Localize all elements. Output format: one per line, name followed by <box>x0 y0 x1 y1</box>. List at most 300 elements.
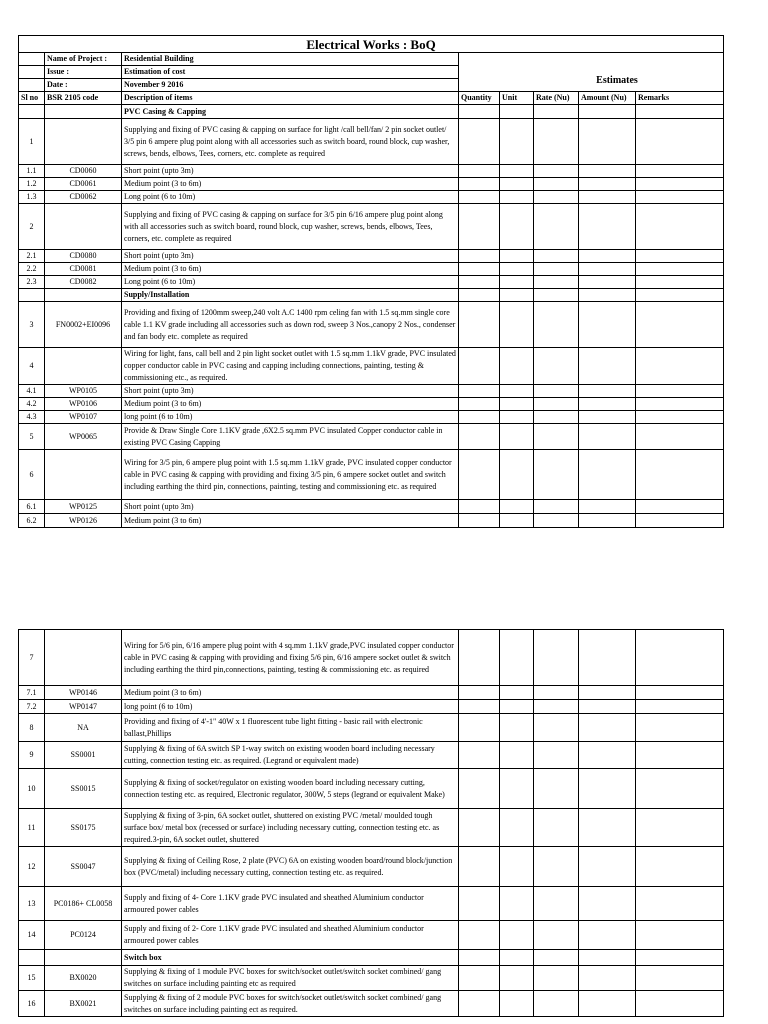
unit-cell <box>500 348 534 385</box>
quantity-cell <box>459 424 500 450</box>
rate-cell <box>534 289 579 302</box>
quantity-cell <box>459 119 500 165</box>
remarks-cell <box>636 204 724 250</box>
rate-cell <box>534 514 579 528</box>
amount-cell <box>579 191 636 204</box>
description-cell: Supplying & fixing of 1 module PVC boxes for switch/socket outlet/switch socket combined/ gang switches on surface including painting etc as required <box>122 966 459 991</box>
unit-cell <box>500 700 534 714</box>
bsr-code-cell <box>45 119 122 165</box>
sl-no-cell: 2.1 <box>19 250 45 263</box>
bsr-code-cell: NA <box>45 714 122 742</box>
sl-no-cell: 8 <box>19 714 45 742</box>
remarks-cell <box>636 966 724 991</box>
sl-no-cell: 6.2 <box>19 514 45 528</box>
quantity-cell <box>459 398 500 411</box>
remarks-cell <box>636 289 724 302</box>
amount-cell <box>579 263 636 276</box>
table-row <box>19 165 724 178</box>
amount-cell <box>579 424 636 450</box>
unit-cell <box>500 191 534 204</box>
amount-cell <box>579 385 636 398</box>
description-cell: Medium point (3 to 6m) <box>122 398 459 411</box>
bsr-code-cell: SS0001 <box>45 742 122 769</box>
description-cell: Short point (upto 3m) <box>122 250 459 263</box>
quantity-cell <box>459 105 500 119</box>
table-row <box>19 742 724 769</box>
rate-cell <box>534 630 579 686</box>
table-row <box>19 714 724 742</box>
rate-cell <box>534 165 579 178</box>
rate-cell <box>534 119 579 165</box>
table-row <box>19 500 724 514</box>
quantity-cell <box>459 686 500 700</box>
quantity-cell <box>459 204 500 250</box>
table-row <box>19 276 724 289</box>
unit-cell <box>500 178 534 191</box>
amount-cell <box>579 119 636 165</box>
table-row <box>19 385 724 398</box>
quantity-cell <box>459 348 500 385</box>
description-cell: Supplying and fixing of PVC casing & capping on surface for 3/5 pin 6/16 ampere plug point along with all accessories such as switch board, round block, cup washer, screws, bends, elbows, Tees, corners, etc. complete as required <box>122 204 459 250</box>
unit-cell <box>500 263 534 276</box>
quantity-cell <box>459 411 500 424</box>
quantity-cell <box>459 809 500 847</box>
unit-cell <box>500 424 534 450</box>
rate-cell <box>534 276 579 289</box>
remarks-cell <box>636 178 724 191</box>
table-row <box>19 424 724 450</box>
table-row <box>19 450 724 500</box>
rate-cell <box>534 450 579 500</box>
remarks-cell <box>636 302 724 348</box>
unit-cell <box>500 119 534 165</box>
rate-cell <box>534 348 579 385</box>
bsr-code-cell: WP0125 <box>45 500 122 514</box>
amount-cell <box>579 809 636 847</box>
unit-cell <box>500 630 534 686</box>
unit-cell <box>500 289 534 302</box>
unit-cell <box>500 105 534 119</box>
quantity-cell <box>459 514 500 528</box>
quantity-cell <box>459 250 500 263</box>
bsr-code-cell <box>45 105 122 119</box>
description-cell: Supplying & fixing of 6A switch SP 1-way switch on existing wooden board including necessary cutting, connection testing etc. as required. (Legrand or equivalent made) <box>122 742 459 769</box>
table-row <box>19 105 724 119</box>
table-row <box>19 686 724 700</box>
unit-cell <box>500 950 534 966</box>
bsr-code-cell: WP0065 <box>45 424 122 450</box>
bsr-code-cell <box>45 630 122 686</box>
remarks-cell <box>636 847 724 887</box>
rate-cell <box>534 887 579 921</box>
remarks-cell <box>636 742 724 769</box>
unit-cell <box>500 921 534 950</box>
unit-cell <box>500 398 534 411</box>
remarks-cell <box>636 398 724 411</box>
rate-cell <box>534 191 579 204</box>
description-cell: Supplying & fixing of 2 module PVC boxes for switch/socket outlet/switch socket combined/ gang switches on surface including painting ect as required. <box>122 991 459 1017</box>
column-header-code: BSR 2105 code <box>45 92 122 105</box>
remarks-cell <box>636 887 724 921</box>
bsr-code-cell <box>45 450 122 500</box>
sl-no-cell: 4.3 <box>19 411 45 424</box>
unit-cell <box>500 276 534 289</box>
quantity-cell <box>459 385 500 398</box>
rate-cell <box>534 424 579 450</box>
table-row <box>19 991 724 1017</box>
rate-cell <box>534 178 579 191</box>
description-cell: Wiring for 5/6 pin, 6/16 ampere plug point with 4 sq.mm 1.1kV grade,PVC insulated copper conductor cable in PVC casing & capping with providing and fixing 5/6 pin, 6/16 ampere socket outlet & switch including earthing the third pin,connections, painting, testing & commissioning etc. as required <box>122 630 459 686</box>
amount-cell <box>579 887 636 921</box>
quantity-cell <box>459 966 500 991</box>
rate-cell <box>534 714 579 742</box>
quantity-cell <box>459 714 500 742</box>
remarks-cell <box>636 191 724 204</box>
rate-cell <box>534 411 579 424</box>
quantity-cell <box>459 276 500 289</box>
bsr-code-cell: WP0107 <box>45 411 122 424</box>
description-cell: Long point (6 to 10m) <box>122 191 459 204</box>
rate-cell <box>534 105 579 119</box>
quantity-cell <box>459 921 500 950</box>
issue-value: Estimation of cost <box>122 66 459 79</box>
remarks-cell <box>636 165 724 178</box>
description-cell: Short point (upto 3m) <box>122 500 459 514</box>
description-cell: Providing and fixing of 4'-1" 40W x 1 fluorescent tube light fitting - basic rail with electronic ballast,Phillips <box>122 714 459 742</box>
sl-no-cell: 1 <box>19 119 45 165</box>
sl-no-cell: 2.2 <box>19 263 45 276</box>
sl-no-cell: 9 <box>19 742 45 769</box>
amount-cell <box>579 630 636 686</box>
remarks-cell <box>636 119 724 165</box>
amount-cell <box>579 250 636 263</box>
amount-cell <box>579 991 636 1017</box>
sl-no-cell: 2.3 <box>19 276 45 289</box>
amount-cell <box>579 165 636 178</box>
bsr-code-cell: CD0062 <box>45 191 122 204</box>
description-cell: Supplying & fixing of Ceiling Rose, 2 plate (PVC) 6A on existing wooden board/round block/junction box (PVC/metal) including necessary cutting, connection testing etc. as required. <box>122 847 459 887</box>
remarks-cell <box>636 263 724 276</box>
project-value: Residential Building <box>122 53 459 66</box>
table-row <box>19 204 724 250</box>
description-cell: PVC Casing & Capping <box>122 105 459 119</box>
unit-cell <box>500 500 534 514</box>
bsr-code-cell: BX0020 <box>45 966 122 991</box>
table-row <box>19 250 724 263</box>
amount-cell <box>579 966 636 991</box>
table-row <box>19 966 724 991</box>
remarks-cell <box>636 991 724 1017</box>
description-cell: Switch box <box>122 950 459 966</box>
rate-cell <box>534 809 579 847</box>
quantity-cell <box>459 847 500 887</box>
remarks-cell <box>636 385 724 398</box>
sl-no-cell: 6.1 <box>19 500 45 514</box>
description-cell: Supply/Installation <box>122 289 459 302</box>
rate-cell <box>534 769 579 809</box>
remarks-cell <box>636 630 724 686</box>
column-header-unit: Unit <box>500 92 534 105</box>
bsr-code-cell <box>45 950 122 966</box>
remarks-cell <box>636 714 724 742</box>
rate-cell <box>534 250 579 263</box>
amount-cell <box>579 921 636 950</box>
bsr-code-cell <box>45 204 122 250</box>
quantity-cell <box>459 191 500 204</box>
rate-cell <box>534 921 579 950</box>
table-row <box>19 769 724 809</box>
unit-cell <box>500 385 534 398</box>
table-row <box>19 263 724 276</box>
sl-no-cell <box>19 105 45 119</box>
table-row <box>19 119 724 165</box>
bsr-code-cell: SS0047 <box>45 847 122 887</box>
quantity-cell <box>459 302 500 348</box>
quantity-cell <box>459 263 500 276</box>
description-cell: Provide & Draw Single Core 1.1KV grade ,6X2.5 sq.mm PVC insulated Copper conductor cable in existing PVC Casing Capping <box>122 424 459 450</box>
rate-cell <box>534 966 579 991</box>
sl-no-cell: 4.2 <box>19 398 45 411</box>
bsr-code-cell: SS0015 <box>45 769 122 809</box>
description-cell: Wiring for 3/5 pin, 6 ampere plug point with 1.5 sq.mm 1.1kV grade, PVC insulated copper conductor cable in PVC casing & capping with providing and fixing 3/5 pin, 6 ampere socket outlet and switch including earthing the third pin, connections, painting, testing and commissioning etc. as required <box>122 450 459 500</box>
amount-cell <box>579 950 636 966</box>
amount-cell <box>579 847 636 887</box>
description-cell: Supplying and fixing of PVC casing & capping on surface for light /call bell/fan/ 2 pin socket outlet/ 3/5 pin 6 ampere plug point along with all accessories such as switch board, round block, cup washer, screws, bends, elbows, Tees, corners, etc. complete as required <box>122 119 459 165</box>
column-header-rate: Rate (Nu) <box>534 92 579 105</box>
bsr-code-cell <box>45 289 122 302</box>
amount-cell <box>579 276 636 289</box>
description-cell: Supplying & fixing of socket/regulator on existing wooden board including necessary cutting, connection testing etc. as required, Electronic regulator, 300W, 5 steps (legrand or equivalent Make) <box>122 769 459 809</box>
table-row <box>19 348 724 385</box>
sl-no-cell: 13 <box>19 887 45 921</box>
remarks-cell <box>636 700 724 714</box>
bsr-code-cell: WP0106 <box>45 398 122 411</box>
sl-no-cell: 14 <box>19 921 45 950</box>
rate-cell <box>534 686 579 700</box>
remarks-cell <box>636 769 724 809</box>
bsr-code-cell: WP0126 <box>45 514 122 528</box>
remarks-cell <box>636 348 724 385</box>
table-row <box>19 887 724 921</box>
remarks-cell <box>636 921 724 950</box>
unit-cell <box>500 302 534 348</box>
table-row <box>19 950 724 966</box>
bsr-code-cell: CD0081 <box>45 263 122 276</box>
quantity-cell <box>459 165 500 178</box>
description-cell: Supply and fixing of 4- Core 1.1KV grade PVC insulated and sheathed Aluminium conductor armoured power cables <box>122 887 459 921</box>
unit-cell <box>500 450 534 500</box>
description-cell: Supplying & fixing of 3-pin, 6A socket outlet, shuttered on existing PVC /metal/ moulded tough surface box/ metal box (recessed or surface) including necessary cutting, connection testing etc. as required.3-pin, 6A socket outlet, shuttered <box>122 809 459 847</box>
column-header-desc: Description of items <box>122 92 459 105</box>
amount-cell <box>579 398 636 411</box>
quantity-cell <box>459 289 500 302</box>
column-header-qty: Quantity <box>459 92 500 105</box>
rate-cell <box>534 302 579 348</box>
column-header-amount: Amount (Nu) <box>579 92 636 105</box>
table-row <box>19 847 724 887</box>
sl-no-cell: 1.3 <box>19 191 45 204</box>
bsr-code-cell: CD0080 <box>45 250 122 263</box>
amount-cell <box>579 302 636 348</box>
unit-cell <box>500 769 534 809</box>
table-row <box>19 191 724 204</box>
amount-cell <box>579 500 636 514</box>
sl-no-cell: 12 <box>19 847 45 887</box>
date-value: November 9 2016 <box>122 79 459 92</box>
sl-no-cell <box>19 950 45 966</box>
bsr-code-cell: BX0021 <box>45 991 122 1017</box>
column-header-remarks: Remarks <box>636 92 724 105</box>
unit-cell <box>500 686 534 700</box>
unit-cell <box>500 966 534 991</box>
table-row <box>19 289 724 302</box>
issue-label: Issue : <box>45 66 122 79</box>
bsr-code-cell: CD0082 <box>45 276 122 289</box>
sl-no-cell: 10 <box>19 769 45 809</box>
sl-no-cell: 15 <box>19 966 45 991</box>
rate-cell <box>534 950 579 966</box>
unit-cell <box>500 887 534 921</box>
rate-cell <box>534 742 579 769</box>
table-row <box>19 178 724 191</box>
amount-cell <box>579 204 636 250</box>
sl-no-cell: 7.2 <box>19 700 45 714</box>
sl-no-cell: 1.2 <box>19 178 45 191</box>
table-row <box>19 411 724 424</box>
unit-cell <box>500 809 534 847</box>
rate-cell <box>534 263 579 276</box>
description-cell: long point (6 to 10m) <box>122 411 459 424</box>
table-row <box>19 514 724 528</box>
remarks-cell <box>636 950 724 966</box>
description-cell: Short point (upto 3m) <box>122 385 459 398</box>
remarks-cell <box>636 500 724 514</box>
description-cell: long point (6 to 10m) <box>122 700 459 714</box>
amount-cell <box>579 514 636 528</box>
project-label: Name of Project : <box>45 53 122 66</box>
bsr-code-cell: FN0002+EI0096 <box>45 302 122 348</box>
unit-cell <box>500 742 534 769</box>
rate-cell <box>534 991 579 1017</box>
bsr-code-cell: SS0175 <box>45 809 122 847</box>
date-label: Date : <box>45 79 122 92</box>
sl-no-cell: 4.1 <box>19 385 45 398</box>
amount-cell <box>579 686 636 700</box>
remarks-cell <box>636 450 724 500</box>
amount-cell <box>579 289 636 302</box>
rate-cell <box>534 204 579 250</box>
amount-cell <box>579 742 636 769</box>
sl-no-cell: 6 <box>19 450 45 500</box>
unit-cell <box>500 411 534 424</box>
remarks-cell <box>636 411 724 424</box>
sl-no-cell <box>19 289 45 302</box>
quantity-cell <box>459 991 500 1017</box>
table-row <box>19 302 724 348</box>
boq-table-top <box>18 35 724 528</box>
description-cell: Wiring for light, fans, call bell and 2 pin light socket outlet with 1.5 sq.mm 1.1kV grade, PVC insulated copper conductor cable in PVC casing and capping including connections, painting, testing & commissioning etc., as required. <box>122 348 459 385</box>
rate-cell <box>534 398 579 411</box>
sl-no-cell: 7.1 <box>19 686 45 700</box>
remarks-cell <box>636 276 724 289</box>
remarks-cell <box>636 424 724 450</box>
sl-no-cell: 11 <box>19 809 45 847</box>
description-cell: Medium point (3 to 6m) <box>122 514 459 528</box>
quantity-cell <box>459 769 500 809</box>
sl-no-cell: 16 <box>19 991 45 1017</box>
table-row <box>19 700 724 714</box>
description-cell: Long point (6 to 10m) <box>122 276 459 289</box>
amount-cell <box>579 714 636 742</box>
sl-no-cell: 4 <box>19 348 45 385</box>
amount-cell <box>579 411 636 424</box>
amount-cell <box>579 178 636 191</box>
remarks-cell <box>636 250 724 263</box>
unit-cell <box>500 514 534 528</box>
table-row <box>19 398 724 411</box>
quantity-cell <box>459 500 500 514</box>
sl-no-cell: 5 <box>19 424 45 450</box>
rate-cell <box>534 847 579 887</box>
table-row <box>19 921 724 950</box>
quantity-cell <box>459 950 500 966</box>
sl-no-cell: 3 <box>19 302 45 348</box>
quantity-cell <box>459 178 500 191</box>
rate-cell <box>534 385 579 398</box>
unit-cell <box>500 714 534 742</box>
quantity-cell <box>459 700 500 714</box>
boq-table-bottom <box>18 629 724 1017</box>
amount-cell <box>579 348 636 385</box>
bsr-code-cell: CD0061 <box>45 178 122 191</box>
sl-no-cell: 1.1 <box>19 165 45 178</box>
remarks-cell <box>636 514 724 528</box>
amount-cell <box>579 105 636 119</box>
sl-no-cell: 7 <box>19 630 45 686</box>
document-title: Electrical Works : BoQ <box>19 36 724 53</box>
table-row <box>19 809 724 847</box>
sl-no-cell: 2 <box>19 204 45 250</box>
remarks-cell <box>636 686 724 700</box>
bsr-code-cell: PC0186+ CL0058 <box>45 887 122 921</box>
remarks-cell <box>636 105 724 119</box>
bsr-code-cell: PC0124 <box>45 921 122 950</box>
bsr-code-cell <box>45 348 122 385</box>
rate-cell <box>534 500 579 514</box>
bsr-code-cell: WP0147 <box>45 700 122 714</box>
amount-cell <box>579 450 636 500</box>
remarks-cell <box>636 809 724 847</box>
description-cell: Medium point (3 to 6m) <box>122 686 459 700</box>
bsr-code-cell: CD0060 <box>45 165 122 178</box>
bsr-code-cell: WP0146 <box>45 686 122 700</box>
description-cell: Providing and fixing of 1200mm sweep,240 volt A.C 1400 rpm celing fan with 1.5 sq.mm single core cable 1.1 KV grade including all accessories such as down rod, sweep 3 Nos.,canopy 2 Nos., condenser and fan body etc. complete as required <box>122 302 459 348</box>
estimates-label: Estimates <box>596 75 638 86</box>
rate-cell <box>534 700 579 714</box>
description-cell: Medium point (3 to 6m) <box>122 263 459 276</box>
quantity-cell <box>459 742 500 769</box>
amount-cell <box>579 700 636 714</box>
description-cell: Supply and fixing of 2- Core 1.1KV grade PVC insulated and sheathed Aluminium conductor armoured power cables <box>122 921 459 950</box>
unit-cell <box>500 204 534 250</box>
quantity-cell <box>459 887 500 921</box>
unit-cell <box>500 847 534 887</box>
unit-cell <box>500 250 534 263</box>
description-cell: Medium point (3 to 6m) <box>122 178 459 191</box>
quantity-cell <box>459 630 500 686</box>
quantity-cell <box>459 450 500 500</box>
description-cell: Short point (upto 3m) <box>122 165 459 178</box>
